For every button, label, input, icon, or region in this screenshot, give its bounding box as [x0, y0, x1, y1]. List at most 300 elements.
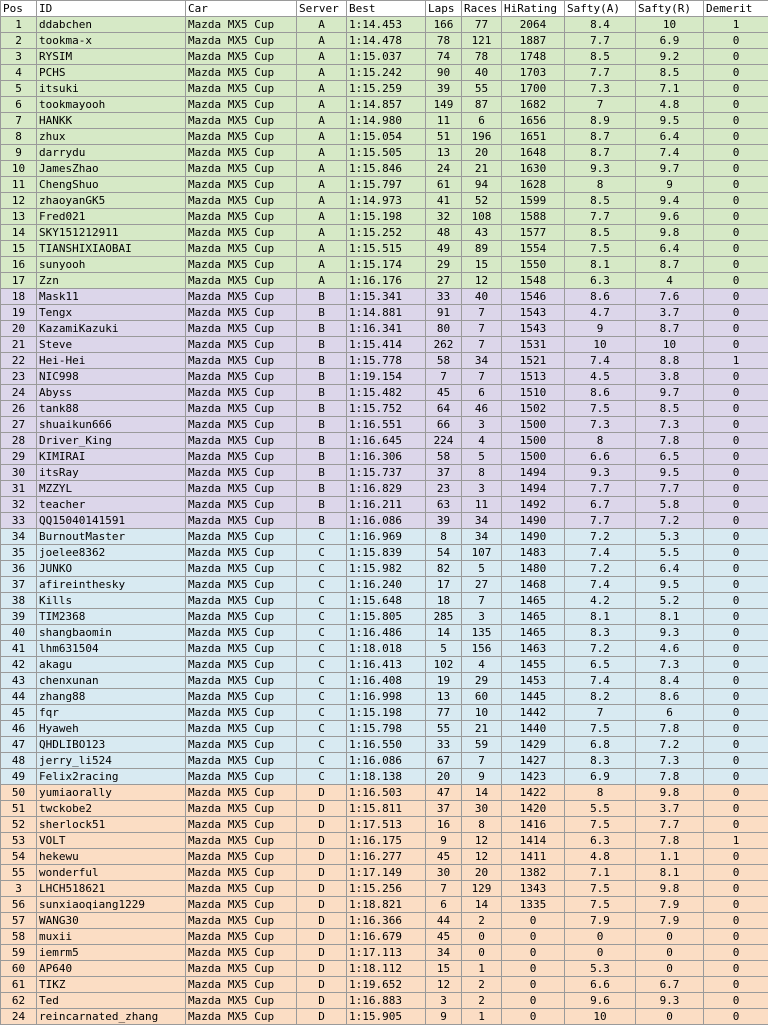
cell-safety-a: 7.3: [565, 81, 636, 97]
cell-laps: 6: [426, 897, 462, 913]
table-row: [1, 33, 768, 49]
cell-demerit: 0: [704, 113, 768, 129]
cell-hirating: 1703: [502, 65, 565, 81]
cell-server: D: [297, 897, 347, 913]
cell-laps: 12: [426, 977, 462, 993]
cell-hirating: 1414: [502, 833, 565, 849]
cell-safety-a: 6.3: [565, 273, 636, 289]
cell-id: muxii: [37, 929, 186, 945]
cell-best: 1:15.778: [347, 353, 426, 369]
cell-best: 1:15.252: [347, 225, 426, 241]
cell-laps: 33: [426, 737, 462, 753]
cell-races: 3: [462, 609, 502, 625]
cell-demerit: 0: [704, 657, 768, 673]
cell-id: sunxiaoqiang1229: [37, 897, 186, 913]
cell-safety-r: 8.5: [636, 401, 704, 417]
cell-id: RYSIM: [37, 49, 186, 65]
cell-races: 129: [462, 881, 502, 897]
cell-laps: 64: [426, 401, 462, 417]
cell-safety-r: 8.1: [636, 865, 704, 881]
cell-safety-a: 8: [565, 785, 636, 801]
cell-laps: 45: [426, 385, 462, 401]
cell-demerit: 0: [704, 257, 768, 273]
cell-demerit: 0: [704, 913, 768, 929]
cell-server: B: [297, 289, 347, 305]
cell-id: BurnoutMaster: [37, 529, 186, 545]
cell-id: Fred021: [37, 209, 186, 225]
cell-laps: 45: [426, 849, 462, 865]
cell-best: 1:15.737: [347, 465, 426, 481]
cell-safety-a: 8.9: [565, 113, 636, 129]
cell-races: 135: [462, 625, 502, 641]
cell-server: B: [297, 465, 347, 481]
cell-demerit: 0: [704, 817, 768, 833]
cell-best: 1:16.679: [347, 929, 426, 945]
cell-best: 1:16.175: [347, 833, 426, 849]
cell-server: A: [297, 113, 347, 129]
cell-best: 1:16.503: [347, 785, 426, 801]
cell-pos: 9: [1, 145, 37, 161]
cell-races: 55: [462, 81, 502, 97]
cell-demerit: 0: [704, 641, 768, 657]
cell-hirating: 1483: [502, 545, 565, 561]
cell-hirating: 1500: [502, 449, 565, 465]
column-header-races: Races: [462, 1, 502, 17]
cell-id: chenxunan: [37, 673, 186, 689]
cell-safety-a: 9.6: [565, 993, 636, 1009]
cell-races: 5: [462, 561, 502, 577]
cell-id: Zzn: [37, 273, 186, 289]
cell-safety-r: 8.1: [636, 609, 704, 625]
cell-laps: 48: [426, 225, 462, 241]
cell-demerit: 0: [704, 449, 768, 465]
cell-id: Hei-Hei: [37, 353, 186, 369]
cell-safety-r: 7.9: [636, 913, 704, 929]
table-row: [1, 449, 768, 465]
table-row: [1, 833, 768, 849]
table-row: [1, 673, 768, 689]
cell-demerit: 0: [704, 161, 768, 177]
cell-id: Hyaweh: [37, 721, 186, 737]
cell-safety-a: 8.1: [565, 609, 636, 625]
cell-demerit: 0: [704, 881, 768, 897]
cell-demerit: 0: [704, 33, 768, 49]
cell-hirating: 1651: [502, 129, 565, 145]
table-row: [1, 993, 768, 1009]
cell-car: Mazda MX5 Cup: [186, 193, 297, 209]
cell-pos: 34: [1, 529, 37, 545]
table-row: [1, 17, 768, 33]
cell-demerit: 0: [704, 593, 768, 609]
table-row: [1, 737, 768, 753]
cell-races: 87: [462, 97, 502, 113]
cell-server: D: [297, 833, 347, 849]
cell-laps: 15: [426, 961, 462, 977]
cell-safety-a: 8.5: [565, 225, 636, 241]
cell-safety-a: 8: [565, 433, 636, 449]
table-row: [1, 321, 768, 337]
cell-server: D: [297, 993, 347, 1009]
cell-car: Mazda MX5 Cup: [186, 801, 297, 817]
cell-races: 29: [462, 673, 502, 689]
cell-hirating: 1427: [502, 753, 565, 769]
cell-safety-r: 7.7: [636, 817, 704, 833]
cell-demerit: 0: [704, 977, 768, 993]
table-row: [1, 625, 768, 641]
cell-races: 21: [462, 721, 502, 737]
table-row: [1, 161, 768, 177]
cell-best: 1:15.174: [347, 257, 426, 273]
cell-laps: 11: [426, 113, 462, 129]
cell-laps: 67: [426, 753, 462, 769]
cell-demerit: 0: [704, 673, 768, 689]
cell-safety-r: 8.6: [636, 689, 704, 705]
cell-best: 1:18.821: [347, 897, 426, 913]
cell-car: Mazda MX5 Cup: [186, 945, 297, 961]
cell-best: 1:14.478: [347, 33, 426, 49]
cell-safety-r: 9.7: [636, 161, 704, 177]
cell-laps: 55: [426, 721, 462, 737]
cell-demerit: 0: [704, 241, 768, 257]
cell-best: 1:16.829: [347, 481, 426, 497]
cell-safety-r: 7.4: [636, 145, 704, 161]
cell-demerit: 0: [704, 897, 768, 913]
table-row: [1, 769, 768, 785]
cell-safety-a: 7.4: [565, 577, 636, 593]
cell-demerit: 0: [704, 145, 768, 161]
table-row: [1, 145, 768, 161]
cell-races: 14: [462, 785, 502, 801]
table-row: [1, 545, 768, 561]
cell-demerit: 1: [704, 833, 768, 849]
cell-races: 8: [462, 817, 502, 833]
cell-races: 15: [462, 257, 502, 273]
cell-safety-r: 7.3: [636, 657, 704, 673]
cell-safety-r: 6.9: [636, 33, 704, 49]
cell-races: 12: [462, 833, 502, 849]
cell-safety-r: 0: [636, 961, 704, 977]
cell-races: 7: [462, 305, 502, 321]
cell-best: 1:16.645: [347, 433, 426, 449]
cell-car: Mazda MX5 Cup: [186, 849, 297, 865]
cell-pos: 17: [1, 273, 37, 289]
cell-hirating: 1494: [502, 465, 565, 481]
cell-pos: 26: [1, 401, 37, 417]
cell-laps: 29: [426, 257, 462, 273]
cell-car: Mazda MX5 Cup: [186, 289, 297, 305]
cell-car: Mazda MX5 Cup: [186, 401, 297, 417]
cell-best: 1:15.256: [347, 881, 426, 897]
cell-id: SKY151212911: [37, 225, 186, 241]
cell-pos: 46: [1, 721, 37, 737]
column-header-safety-a: Safty(A): [565, 1, 636, 17]
cell-pos: 15: [1, 241, 37, 257]
cell-hirating: 1494: [502, 481, 565, 497]
cell-races: 9: [462, 769, 502, 785]
cell-safety-a: 7.2: [565, 529, 636, 545]
cell-races: 59: [462, 737, 502, 753]
cell-demerit: 0: [704, 625, 768, 641]
cell-laps: 166: [426, 17, 462, 33]
cell-demerit: 0: [704, 513, 768, 529]
cell-id: itsRay: [37, 465, 186, 481]
cell-car: Mazda MX5 Cup: [186, 513, 297, 529]
cell-id: HANKK: [37, 113, 186, 129]
cell-id: sherlock51: [37, 817, 186, 833]
cell-id: shangbaomin: [37, 625, 186, 641]
cell-car: Mazda MX5 Cup: [186, 305, 297, 321]
cell-best: 1:16.306: [347, 449, 426, 465]
cell-server: B: [297, 433, 347, 449]
cell-safety-a: 7.5: [565, 721, 636, 737]
cell-car: Mazda MX5 Cup: [186, 577, 297, 593]
cell-server: D: [297, 913, 347, 929]
cell-best: 1:15.505: [347, 145, 426, 161]
cell-races: 7: [462, 593, 502, 609]
cell-id: ChengShuo: [37, 177, 186, 193]
cell-best: 1:14.857: [347, 97, 426, 113]
cell-safety-r: 6.4: [636, 561, 704, 577]
cell-safety-r: 6: [636, 705, 704, 721]
table-row: [1, 65, 768, 81]
cell-hirating: 1510: [502, 385, 565, 401]
cell-laps: 37: [426, 801, 462, 817]
cell-pos: 4: [1, 65, 37, 81]
cell-safety-a: 7.3: [565, 417, 636, 433]
cell-server: A: [297, 145, 347, 161]
cell-id: KIMIRAI: [37, 449, 186, 465]
cell-pos: 16: [1, 257, 37, 273]
cell-races: 52: [462, 193, 502, 209]
cell-hirating: 1465: [502, 609, 565, 625]
cell-races: 34: [462, 353, 502, 369]
cell-pos: 36: [1, 561, 37, 577]
cell-safety-a: 8.3: [565, 753, 636, 769]
table-row: [1, 241, 768, 257]
cell-safety-a: 9.3: [565, 465, 636, 481]
cell-safety-r: 9.8: [636, 785, 704, 801]
cell-safety-r: 1.1: [636, 849, 704, 865]
cell-car: Mazda MX5 Cup: [186, 753, 297, 769]
cell-hirating: 1700: [502, 81, 565, 97]
cell-server: D: [297, 881, 347, 897]
cell-demerit: 0: [704, 1009, 768, 1025]
cell-safety-a: 7.7: [565, 33, 636, 49]
cell-hirating: 1416: [502, 817, 565, 833]
cell-laps: 78: [426, 33, 462, 49]
cell-demerit: 0: [704, 209, 768, 225]
cell-hirating: 1422: [502, 785, 565, 801]
table-row: [1, 881, 768, 897]
cell-races: 43: [462, 225, 502, 241]
cell-demerit: 0: [704, 497, 768, 513]
cell-id: Driver_King: [37, 433, 186, 449]
cell-id: TIKZ: [37, 977, 186, 993]
table-row: [1, 609, 768, 625]
column-header-id: ID: [37, 1, 186, 17]
cell-hirating: 1465: [502, 625, 565, 641]
cell-safety-a: 8.7: [565, 129, 636, 145]
table-row: [1, 385, 768, 401]
cell-server: D: [297, 929, 347, 945]
cell-safety-a: 5.3: [565, 961, 636, 977]
cell-id: Felix2racing: [37, 769, 186, 785]
table-row: [1, 753, 768, 769]
cell-best: 1:16.413: [347, 657, 426, 673]
cell-safety-a: 6.8: [565, 737, 636, 753]
cell-server: C: [297, 753, 347, 769]
cell-safety-a: 7.4: [565, 353, 636, 369]
cell-races: 20: [462, 145, 502, 161]
cell-hirating: 1543: [502, 321, 565, 337]
cell-pos: 24: [1, 1009, 37, 1025]
cell-safety-r: 9.7: [636, 385, 704, 401]
cell-hirating: 1887: [502, 33, 565, 49]
cell-pos: 11: [1, 177, 37, 193]
cell-car: Mazda MX5 Cup: [186, 593, 297, 609]
cell-safety-a: 6.6: [565, 977, 636, 993]
cell-pos: 3: [1, 49, 37, 65]
cell-best: 1:15.846: [347, 161, 426, 177]
table-row: [1, 209, 768, 225]
cell-car: Mazda MX5 Cup: [186, 833, 297, 849]
table-row: [1, 465, 768, 481]
table-row: [1, 913, 768, 929]
table-row: [1, 593, 768, 609]
cell-car: Mazda MX5 Cup: [186, 657, 297, 673]
cell-pos: 19: [1, 305, 37, 321]
cell-safety-a: 6.9: [565, 769, 636, 785]
cell-safety-a: 7.7: [565, 481, 636, 497]
cell-laps: 61: [426, 177, 462, 193]
cell-races: 8: [462, 465, 502, 481]
cell-car: Mazda MX5 Cup: [186, 465, 297, 481]
cell-server: A: [297, 177, 347, 193]
cell-id: WANG30: [37, 913, 186, 929]
cell-best: 1:18.018: [347, 641, 426, 657]
cell-hirating: 1440: [502, 721, 565, 737]
cell-car: Mazda MX5 Cup: [186, 81, 297, 97]
cell-safety-a: 7.4: [565, 545, 636, 561]
cell-safety-r: 3.7: [636, 801, 704, 817]
cell-car: Mazda MX5 Cup: [186, 737, 297, 753]
cell-races: 34: [462, 529, 502, 545]
cell-laps: 77: [426, 705, 462, 721]
cell-races: 107: [462, 545, 502, 561]
cell-races: 20: [462, 865, 502, 881]
cell-best: 1:16.551: [347, 417, 426, 433]
cell-laps: 27: [426, 273, 462, 289]
cell-safety-r: 8.5: [636, 65, 704, 81]
cell-laps: 58: [426, 353, 462, 369]
cell-car: Mazda MX5 Cup: [186, 481, 297, 497]
cell-hirating: 1546: [502, 289, 565, 305]
cell-hirating: 2064: [502, 17, 565, 33]
cell-hirating: 1429: [502, 737, 565, 753]
cell-id: joelee8362: [37, 545, 186, 561]
cell-safety-a: 10: [565, 1009, 636, 1025]
cell-safety-a: 6.6: [565, 449, 636, 465]
cell-safety-r: 7.8: [636, 833, 704, 849]
cell-pos: 29: [1, 449, 37, 465]
cell-safety-a: 8.5: [565, 193, 636, 209]
cell-safety-a: 4.8: [565, 849, 636, 865]
cell-safety-r: 5.3: [636, 529, 704, 545]
cell-hirating: 1453: [502, 673, 565, 689]
cell-safety-a: 7.7: [565, 513, 636, 529]
cell-hirating: 1554: [502, 241, 565, 257]
cell-demerit: 0: [704, 465, 768, 481]
cell-car: Mazda MX5 Cup: [186, 385, 297, 401]
cell-demerit: 1: [704, 17, 768, 33]
cell-id: TIANSHIXIAOBAI: [37, 241, 186, 257]
table-row: [1, 369, 768, 385]
cell-hirating: 0: [502, 977, 565, 993]
cell-races: 46: [462, 401, 502, 417]
cell-hirating: 1490: [502, 529, 565, 545]
cell-laps: 49: [426, 241, 462, 257]
cell-server: B: [297, 481, 347, 497]
cell-id: Kills: [37, 593, 186, 609]
cell-demerit: 0: [704, 337, 768, 353]
cell-hirating: 1577: [502, 225, 565, 241]
cell-server: B: [297, 337, 347, 353]
column-header-best: Best: [347, 1, 426, 17]
table-row: [1, 193, 768, 209]
cell-races: 14: [462, 897, 502, 913]
cell-laps: 41: [426, 193, 462, 209]
cell-hirating: 0: [502, 993, 565, 1009]
cell-best: 1:15.198: [347, 209, 426, 225]
cell-server: B: [297, 321, 347, 337]
table-row: [1, 785, 768, 801]
cell-best: 1:16.969: [347, 529, 426, 545]
cell-safety-a: 8.2: [565, 689, 636, 705]
cell-races: 40: [462, 289, 502, 305]
cell-car: Mazda MX5 Cup: [186, 321, 297, 337]
cell-safety-r: 9.8: [636, 881, 704, 897]
cell-id: QQ15040141591: [37, 513, 186, 529]
cell-best: 1:15.054: [347, 129, 426, 145]
cell-car: Mazda MX5 Cup: [186, 113, 297, 129]
cell-hirating: 1442: [502, 705, 565, 721]
cell-id: reincarnated_zhang: [37, 1009, 186, 1025]
cell-safety-r: 3.7: [636, 305, 704, 321]
cell-pos: 62: [1, 993, 37, 1009]
cell-id: fqr: [37, 705, 186, 721]
cell-safety-r: 9.5: [636, 465, 704, 481]
cell-safety-a: 7.7: [565, 65, 636, 81]
cell-safety-a: 4.7: [565, 305, 636, 321]
cell-server: C: [297, 721, 347, 737]
cell-pos: 38: [1, 593, 37, 609]
cell-laps: 90: [426, 65, 462, 81]
cell-best: 1:15.797: [347, 177, 426, 193]
cell-hirating: 1550: [502, 257, 565, 273]
cell-car: Mazda MX5 Cup: [186, 609, 297, 625]
cell-server: B: [297, 305, 347, 321]
cell-safety-a: 10: [565, 337, 636, 353]
cell-hirating: 0: [502, 1009, 565, 1025]
cell-pos: 7: [1, 113, 37, 129]
cell-id: hekewu: [37, 849, 186, 865]
cell-server: B: [297, 369, 347, 385]
cell-demerit: 0: [704, 65, 768, 81]
table-row: [1, 801, 768, 817]
cell-laps: 7: [426, 881, 462, 897]
cell-pos: 51: [1, 801, 37, 817]
cell-hirating: 1521: [502, 353, 565, 369]
